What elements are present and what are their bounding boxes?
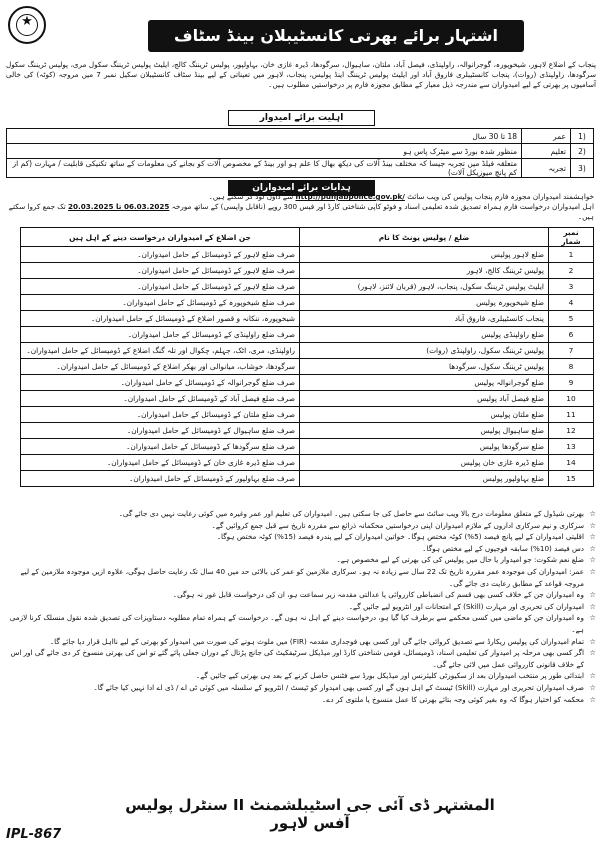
- district-serial: 13: [549, 439, 594, 455]
- eligibility-table: [6, 128, 594, 178]
- star-bullet-icon: ☆: [589, 648, 596, 658]
- note-text: اقلیتی امیدواران کے لیے پانچ فیصد (5%) کوٹہ مختص ہوگا۔ خواتین امیدواران کے لیے پندرہ فیصد (15%) کوٹہ مختص ہوگا۔: [216, 532, 584, 542]
- notes-list: [6, 508, 596, 705]
- district-serial: 7: [549, 343, 594, 359]
- district-domicile: صرف ضلع لاہور کے ڈومیسائل کے حامل امیدواران۔: [21, 247, 300, 263]
- district-domicile: صرف ضلع ساہیوال کے ڈومیسائل کے حامل امیدواران۔: [21, 423, 300, 439]
- instruction-text: تک جمع کروا سکتے ہیں۔: [8, 202, 594, 221]
- row-value: متعلقہ فیلڈ میں تجربہ جیسا کہ مختلف بینڈ آلات کی دیکھ بھال کا علم ہو اور بینڈ کے مخصوص آلات کو بجانے کی معلومات کے ساتھ تکنیکی قابلیت / مہارت (کم از کم پانچ میوزیکل آلات): [7, 159, 522, 178]
- note-item: [6, 554, 596, 566]
- district-domicile: صرف ضلع راولپنڈی کے ڈومیسائل کے حامل امیدواران۔: [21, 327, 300, 343]
- note-item: [6, 612, 596, 635]
- table-row: [7, 159, 594, 178]
- table-row: [7, 129, 594, 144]
- district-serial: 1: [549, 247, 594, 263]
- district-serial: 14: [549, 455, 594, 471]
- column-header-unit: ضلع / پولیس یونٹ کا نام: [300, 228, 549, 247]
- district-domicile: صرف ضلع گوجرانوالہ کے ڈومیسائل کے حامل امیدواران۔: [21, 375, 300, 391]
- district-domicile: صرف ضلع لاہور کے ڈومیسائل کے حامل امیدواران۔: [21, 263, 300, 279]
- table-row: [7, 144, 594, 159]
- district-domicile: صرف ضلع لاہور کے ڈومیسائل کے حامل امیدواران۔: [21, 279, 300, 295]
- district-serial: 4: [549, 295, 594, 311]
- district-domicile: صرف ضلع شیخوپورہ کے ڈومیسائل کے حامل امیدواران۔: [21, 295, 300, 311]
- district-name: ضلع بہاولپور پولیس: [300, 471, 549, 487]
- intro-paragraph: پنجاب کے اضلاع لاہور، شیخوپورہ، گوجرانوالہ، راولپنڈی، فیصل آباد، ملتان، ساہیوال، سرگودھا، ڈیرہ غازی خان، بہاولپور، پولیس ٹریننگ کالج، ایلیٹ پولیس ٹریننگ سکول مری، پولیس ٹریننگ سکول سرگودھا، راولپنڈی (روات)، پنجاب کانسٹیبلری فاروق آباد اور ایلیٹ پولیس ٹریننگ اینڈ پولیس، پنجاب، لاہور میں تعیناتی کے لیے بینڈ سٹاف کانسٹیبلان سکیل نمبر 7 میں مروجہ (کوٹہ) کی خالی آسامیوں پر بھرتی کے لیے امیدواران سے مندرجہ ذیل معیار کے مطابق مجوزہ فارم پر درخواستیں مطلوب ہیں۔: [6, 60, 596, 89]
- row-number: (1: [571, 129, 594, 144]
- table-header-row: [21, 228, 594, 247]
- district-serial: 8: [549, 359, 594, 375]
- row-value: 18 تا 30 سال: [7, 129, 522, 144]
- district-name: ضلع ملتان پولیس: [300, 407, 549, 423]
- application-dates: 06.03.2025 تا 20.03.2025: [68, 202, 170, 211]
- note-text: ضلع نعم شکوت: جو امیدوار یا حال میں پولیس کی کی بھرتی کے لیے مخصوص ہے۔: [336, 555, 584, 565]
- star-bullet-icon: ☆: [589, 555, 596, 565]
- district-domicile: صرف ضلع سرگودھا کے ڈومیسائل کے حامل امیدواران۔: [21, 439, 300, 455]
- instructions-line-2: [6, 202, 594, 222]
- star-bullet-icon: ☆: [589, 694, 596, 704]
- district-domicile: صرف ضلع بہاولپور کے ڈومیسائل کے حامل امیدواران۔: [21, 471, 300, 487]
- column-header-serial: نمبر شمار: [549, 228, 594, 247]
- note-text: عمر: امیدواران کی موجودہ عمر مقررہ تاریخ تک 22 سال سے زیادہ نہ ہو۔ سرکاری ملازمین کو عمر کی بالائی حد میں 40 سال تک رعایت حاصل ہوگی، علاوہ ازیں موجودہ ملازمین کے لیے مروجہ قواعد کے مطابق رعایت دی جائے گی۔: [20, 566, 584, 588]
- website-link[interactable]: http://punjabpolice.gov.pk/: [295, 192, 405, 201]
- district-name: ضلع شیخوپورہ پولیس: [300, 295, 549, 311]
- note-text: سرکاری و نیم سرکاری اداروں کے ملازم امیدواران اپنی درخواستیں محکمانہ ذرائع سے مقررہ تاریخ سے قبل جمع کروائیں گے۔: [211, 520, 584, 530]
- table-row: [21, 359, 594, 375]
- table-row: [21, 471, 594, 487]
- district-name: ضلع لاہور پولیس: [300, 247, 549, 263]
- star-bullet-icon: ☆: [589, 566, 596, 576]
- district-domicile: شیخوپورہ، ننکانہ و قصور اضلاع کے ڈومیسائل کے حامل امیدواران۔: [21, 311, 300, 327]
- table-row: [21, 263, 594, 279]
- star-bullet-icon: ☆: [589, 509, 596, 518]
- note-text: اگر کسی بھی مرحلہ پر امیدوار کی تعلیمی اسناد، ڈومیسائل، قومی شناختی کارڈ اور میڈیکل سرٹیفکیٹ کی جانچ پڑتال کے دوران جعلی پائے گئے تو اس کی بھرتی منسوخ کر دی جائے گی اور اس کے خلاف قانونی کارروائی عمل میں لائی جائے گی۔: [10, 648, 584, 669]
- row-number: (2: [571, 144, 594, 159]
- table-row: [21, 295, 594, 311]
- table-row: [21, 375, 594, 391]
- note-item: [6, 520, 596, 532]
- advertisement-ref-number: IPL-867: [6, 827, 62, 842]
- table-row: [21, 391, 594, 407]
- note-text: وہ امیدواران جن کو ماضی میں کسی محکمے سے برطرف کیا گیا ہو، درخواست دینے کے اہل نہ ہوں گے۔ درخواست کے ہمراہ تمام مطلوبہ دستاویزات کی تصدیق شدہ نقول منسلک کرنا لازمی ہے۔: [9, 613, 584, 634]
- instruction-text: سے ڈاؤن لوڈ کر سکتے ہیں۔: [208, 192, 294, 201]
- note-item: [6, 694, 596, 706]
- instruction-text: خواہشمند امیدواران مجوزہ فارم پنجاب پولیس کی ویب سائٹ: [407, 192, 594, 201]
- star-bullet-icon: ☆: [589, 590, 596, 600]
- table-row: [21, 407, 594, 423]
- district-name: ضلع ساہیوال پولیس: [300, 423, 549, 439]
- district-name: ضلع راولپنڈی پولیس: [300, 327, 549, 343]
- note-item: [6, 566, 596, 589]
- note-item: [6, 601, 596, 613]
- note-item: [6, 682, 596, 694]
- district-name: پنجاب کانسٹیبلری، فاروق آباد: [300, 311, 549, 327]
- district-name: پولیس ٹریننگ سکول، سرگودھا: [300, 359, 549, 375]
- district-serial: 5: [549, 311, 594, 327]
- district-serial: 9: [549, 375, 594, 391]
- note-text: تمام امیدواران کی پولیس ریکارڈ سے تصدیق کروائی جائے گی اور کسی بھی فوجداری مقدمہ (FIR) میں ملوث ہونے کی صورت میں امیدوار کو بھرتی کے لیے نااہل قرار دیا جائے گا۔: [49, 636, 584, 646]
- table-row: [21, 343, 594, 359]
- note-item: [6, 670, 596, 682]
- note-item: [6, 636, 596, 648]
- note-item: [6, 531, 596, 543]
- row-value: منظور شدہ بورڈ سے میٹرک پاس ہو: [7, 144, 522, 159]
- table-row: [21, 455, 594, 471]
- district-domicile: صرف ضلع ملتان کے ڈومیسائل کے حامل امیدواران۔: [21, 407, 300, 423]
- row-number: (3: [571, 159, 594, 178]
- district-serial: 10: [549, 391, 594, 407]
- table-row: [21, 439, 594, 455]
- district-serial: 15: [549, 471, 594, 487]
- eligibility-heading: اہلیت برائے امیدوار: [228, 110, 375, 126]
- note-text: دس فیصد (10%) سابقہ فوجیوں کے لیے مختص ہوگا۔: [422, 543, 584, 553]
- row-label: تجربہ: [522, 159, 571, 178]
- districts-table: [20, 227, 594, 487]
- district-domicile: راولپنڈی، مری، اٹک، جہلم، چکوال اور تلہ گنگ اضلاع کے ڈومیسائل کے حامل امیدواران۔: [21, 343, 300, 359]
- districts-table-body: [21, 247, 594, 487]
- district-serial: 2: [549, 263, 594, 279]
- star-bullet-icon: ☆: [589, 671, 596, 681]
- district-name: ضلع فیصل آباد پولیس: [300, 391, 549, 407]
- table-row: [21, 327, 594, 343]
- note-text: محکمہ کو اختیار ہوگا کہ وہ بغیر کوئی وجہ بتائے بھرتی کا عمل منسوخ یا ملتوی کر دے۔: [321, 694, 584, 704]
- district-serial: 12: [549, 423, 594, 439]
- punjab-police-logo: [8, 6, 46, 44]
- instructions-block: [6, 192, 594, 222]
- advertiser-signature: المشتہر ڈی آئی جی اسٹیبلشمنٹ II سنٹرل پولیس آفس لاہور: [125, 796, 495, 832]
- column-header-domicile: جن اضلاع کے امیدواران درخواست دینے کے اہل ہیں: [21, 228, 300, 247]
- star-bullet-icon: ☆: [589, 601, 596, 611]
- star-bullet-icon: ☆: [589, 613, 596, 623]
- district-name: ضلع ڈیرہ غازی خان پولیس: [300, 455, 549, 471]
- note-text: وہ امیدواران جن کے خلاف کسی بھی قسم کی انضباطی کارروائی یا عدالتی مقدمہ زیر سماعت ہو، ان کی درخواست قابل غور نہ ہوگی۔: [172, 590, 584, 600]
- district-domicile: سرگودھا، خوشاب، میانوالی اور بھکر اضلاع کے ڈومیسائل کے حامل امیدواران۔: [21, 359, 300, 375]
- star-bullet-icon: ☆: [589, 636, 596, 646]
- note-text: ابتدائی طور پر منتخب امیدواران بعد از سکیورٹی کلیئرنس اور میڈیکل بورڈ سے فٹنس حاصل کرنے کے بعد ہی بھرتی کیے جائیں گے۔: [195, 671, 584, 681]
- district-name: پولیس ٹریننگ سکول، راولپنڈی (روات): [300, 343, 549, 359]
- note-item: [6, 589, 596, 601]
- note-item: [6, 508, 596, 520]
- table-row: [21, 311, 594, 327]
- district-serial: 3: [549, 279, 594, 295]
- district-domicile: صرف ضلع ڈیرہ غازی خان کے ڈومیسائل کے حامل امیدواران۔: [21, 455, 300, 471]
- star-icon: ★: [21, 14, 33, 29]
- star-bullet-icon: ☆: [589, 520, 596, 530]
- note-text: امیدواران کی تحریری اور مہارت (Skill) کے امتحانات اور انٹرویو لیے جائیں گے۔: [348, 601, 584, 611]
- district-serial: 6: [549, 327, 594, 343]
- note-text: صرف امیدواران تحریری اور مہارت (Skill) ٹیسٹ کے اہل ہوں گے اور کسی بھی امیدوار کو ٹیسٹ / انٹرویو کے سلسلہ میں کوئی ٹی اے / ڈی اے ادا نہیں کیا جائے گا۔: [93, 682, 584, 692]
- district-domicile: صرف ضلع فیصل آباد کے ڈومیسائل کے حامل امیدواران۔: [21, 391, 300, 407]
- page-title: اشتہار برائے بھرتی کانسٹیبلان بینڈ سٹاف: [148, 20, 524, 52]
- note-text: بھرتی شیڈول کے متعلق معلومات درج بالا ویب سائٹ سے حاصل کی جا سکتی ہیں۔ امیدواران کی تعلیم اور عمر وغیرہ میں کوئی رعایت نہیں دی جائے گی۔: [118, 509, 584, 518]
- instruction-text: اہل امیدواران درخواست فارم ہمراہ تصدیق شدہ تعلیمی اسناد و فوٹو کاپی شناختی کارڈ اور فیس 300 روپے (ناقابل واپسی) کے ساتھ مورخہ: [171, 202, 594, 211]
- table-row: [21, 247, 594, 263]
- note-item: [6, 647, 596, 670]
- instructions-heading: ہدایات برائے امیدواران: [228, 180, 375, 196]
- district-name: ایلیٹ پولیس ٹریننگ سکول، پنجاب، لاہور (قربان لائنز، لاہور): [300, 279, 549, 295]
- row-label: عمر: [522, 129, 571, 144]
- star-bullet-icon: ☆: [589, 532, 596, 542]
- district-serial: 11: [549, 407, 594, 423]
- note-item: [6, 543, 596, 555]
- star-bullet-icon: ☆: [589, 682, 596, 692]
- star-bullet-icon: ☆: [589, 543, 596, 553]
- district-name: پولیس ٹریننگ کالج، لاہور: [300, 263, 549, 279]
- row-label: تعلیم: [522, 144, 571, 159]
- table-row: [21, 279, 594, 295]
- district-name: ضلع گوجرانوالہ پولیس: [300, 375, 549, 391]
- instructions-line-1: [6, 192, 594, 202]
- table-row: [21, 423, 594, 439]
- district-name: ضلع سرگودھا پولیس: [300, 439, 549, 455]
